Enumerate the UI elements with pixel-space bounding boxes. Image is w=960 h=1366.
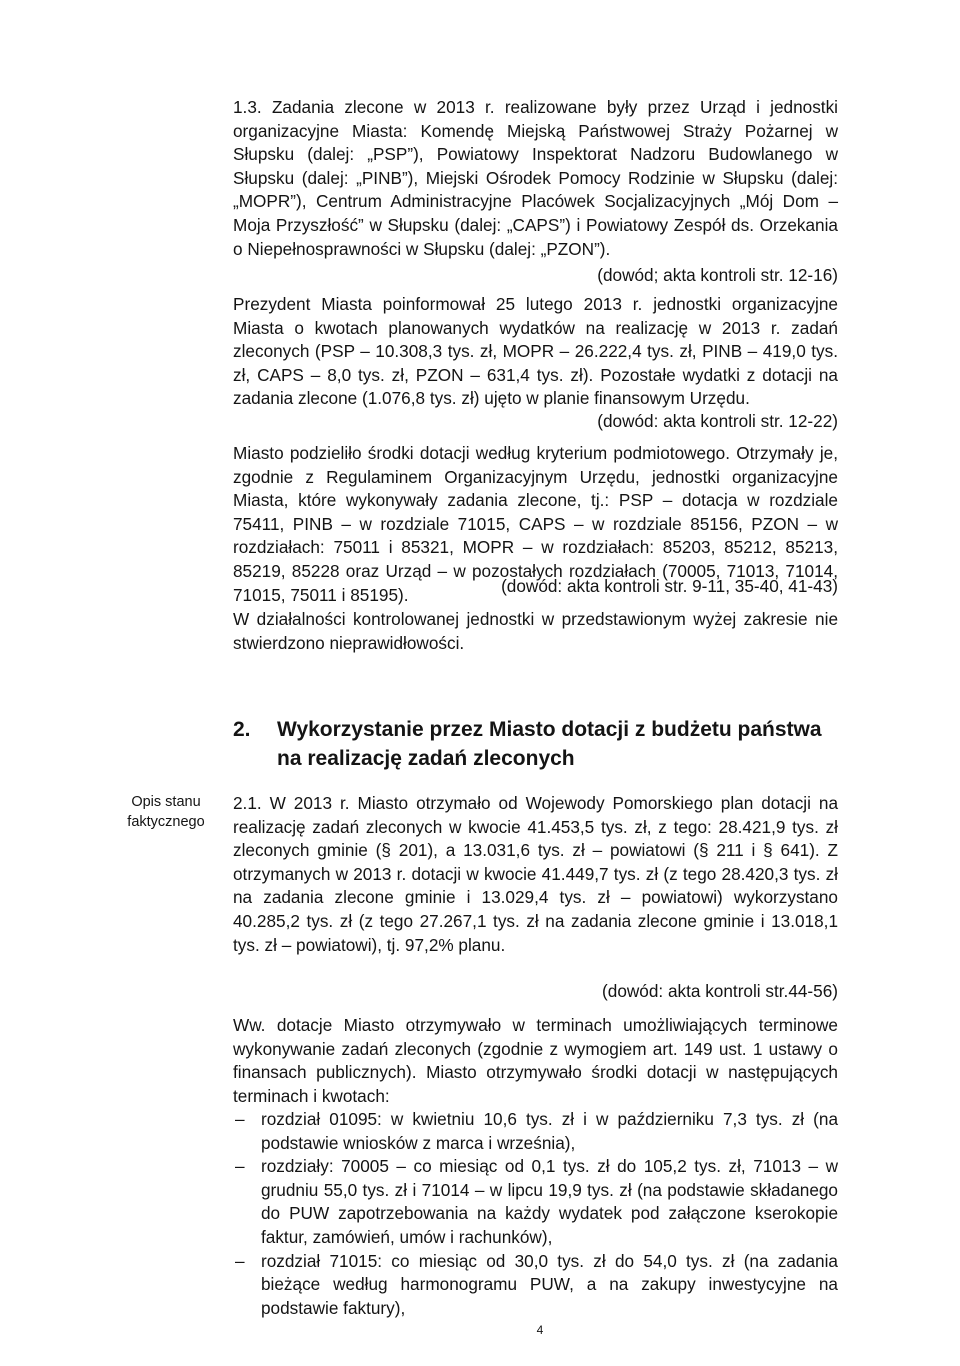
section-heading	[233, 715, 838, 773]
paragraph-subsidy-terms: Ww. dotacje Miasto otrzymywało w terminach umożliwiających terminowe wykonywanie zadań zleconych (zgodnie z wymogiem art. 149 ust. 1 ustawy o finansach publicznych). Miasto otrzymywało środki dotacji w następujących terminach i kwotach:	[233, 1015, 838, 1106]
list-item: – rozdział 71015: co miesiąc od 30,0 tys. zł do 54,0 tys. zł (na zadania bieżące według harmonogramu PUW, a na zakupy inwestycyjne na podstawie faktury),	[233, 1250, 838, 1321]
paragraph-2-1: 2.1. W 2013 r. Miasto otrzymało od Wojewody Pomorskiego plan dotacji na realizację zadań zleconych w kwocie 41.453,5 tys. zł, z tego: 28.421,9 tys. zł zleconych gminie (§ 201), a 13.031,6 tys. zł – powiatowi (§ 211 i § 641). Z otrzymanych w 2013 r. dotacji w kwocie 41.449,7 tys. zł (z tego 28.420,3 tys. zł na zadania zlecone gminie i 13.029,4 tys. zł – powiatowi) wykorzystano 40.285,2 tys. zł (z tego 27.267,1 tys. zł na zadania zlecone gminie i 13.018,1 tys. zł – powiatowi), tj. 97,2% planu.	[233, 793, 838, 955]
paragraph-mayor-notice: Prezydent Miasta poinformował 25 lutego 2013 r. jednostki organizacyjne Miasta o kwotach planowanych wydatków na realizację w 2013 r. zadań zleconych (PSP – 10.308,3 tys. zł, MOPR – 26.222,4 tys. zł, PINB – 419,0 tys. zł, CAPS – 8,0 tys. zł, PZON – 631,4 tys. zł). Pozostałe wydatki z dotacji na zadania zlecone (1.076,8 tys. zł) ujęto w planie finansowym Urzędu.	[233, 294, 838, 409]
margin-note: Opis stanu faktycznego	[127, 794, 205, 830]
evidence-reference: (dowód: akta kontroli str. 9-11, 35-40, 41-43)	[501, 576, 838, 596]
list-item: – rozdział 01095: w kwietniu 10,6 tys. zł i w październiku 7,3 tys. zł (na podstawie wniosków z marca i września),	[233, 1108, 838, 1155]
evidence-reference: (dowód: akta kontroli str.44-56)	[602, 981, 838, 1001]
section-title: Wykorzystanie przez Miasto dotacji z budżetu państwa na realizację zadań zleconych	[277, 718, 822, 770]
evidence-reference: (dowód; akta kontroli str. 12-16)	[597, 265, 838, 285]
list-item: – rozdziały: 70005 – co miesiąc od 0,1 tys. zł do 105,2 tys. zł, 71013 – w grudniu 55,0 tys. zł i 71014 – w lipcu 19,9 tys. zł (na podstawie składanego do PUW zapotrzebowania na każdy wydatek pod załączone kserokopie faktur, zamówień, umów i rachunków),	[233, 1155, 838, 1249]
paragraph-no-irregularities: W działalności kontrolowanej jednostki w przedstawionym wyżej zakresie nie stwierdzono nieprawidłowości.	[233, 609, 838, 653]
paragraph-1-3-intro: 1.3. Zadania zlecone w 2013 r. realizowane były przez Urząd i jednostki organizacyjne Miasta: Komendę Miejską Państwowej Straży Pożarnej w Słupsku (dalej: „PSP”), Powiatowy Inspektorat Nadzoru Budowlanego w Słupsku (dalej: „PINB”), Miejski Ośrodek Pomocy Rodzinie w Słupsku (dalej: „MOPR”), Centrum Administracyjne Placówek Socjalizacyjnych „Mój Dom – Moja Przyszłość” w Słupsku (dalej: „CAPS”) i Powiatowy Zespół ds. Orzekania o Niepełnosprawności w Słupsku (dalej: „PZON”).	[233, 97, 838, 259]
paragraph-subsidy-distribution: Miasto podzieliło środki dotacji według kryterium podmiotowego. Otrzymały je, zgodnie z Regulaminem Organizacyjnym Urzędu, jednostki organizacyjne Miasta, które wykonywały zadania zlecone, tj.: PSP – dotacja w rozdziale 75411, PINB – w rozdziale 71015, CAPS – w rozdziale 85156, PZON – w rozdziałach: 75011 i 85321, MOPR – w rozdziałach: 85203, 85212, 85213, 85219, 85228 oraz Urząd – w pozostałych rozdziałach (70005, 71013, 71014, 71015, 75011 i 85195).	[233, 443, 838, 605]
subsidy-list	[233, 1108, 838, 1320]
evidence-reference: (dowód: akta kontroli str. 12-22)	[597, 411, 838, 431]
page-number: 4	[536, 1323, 544, 1337]
section-number: 2.	[233, 718, 251, 741]
